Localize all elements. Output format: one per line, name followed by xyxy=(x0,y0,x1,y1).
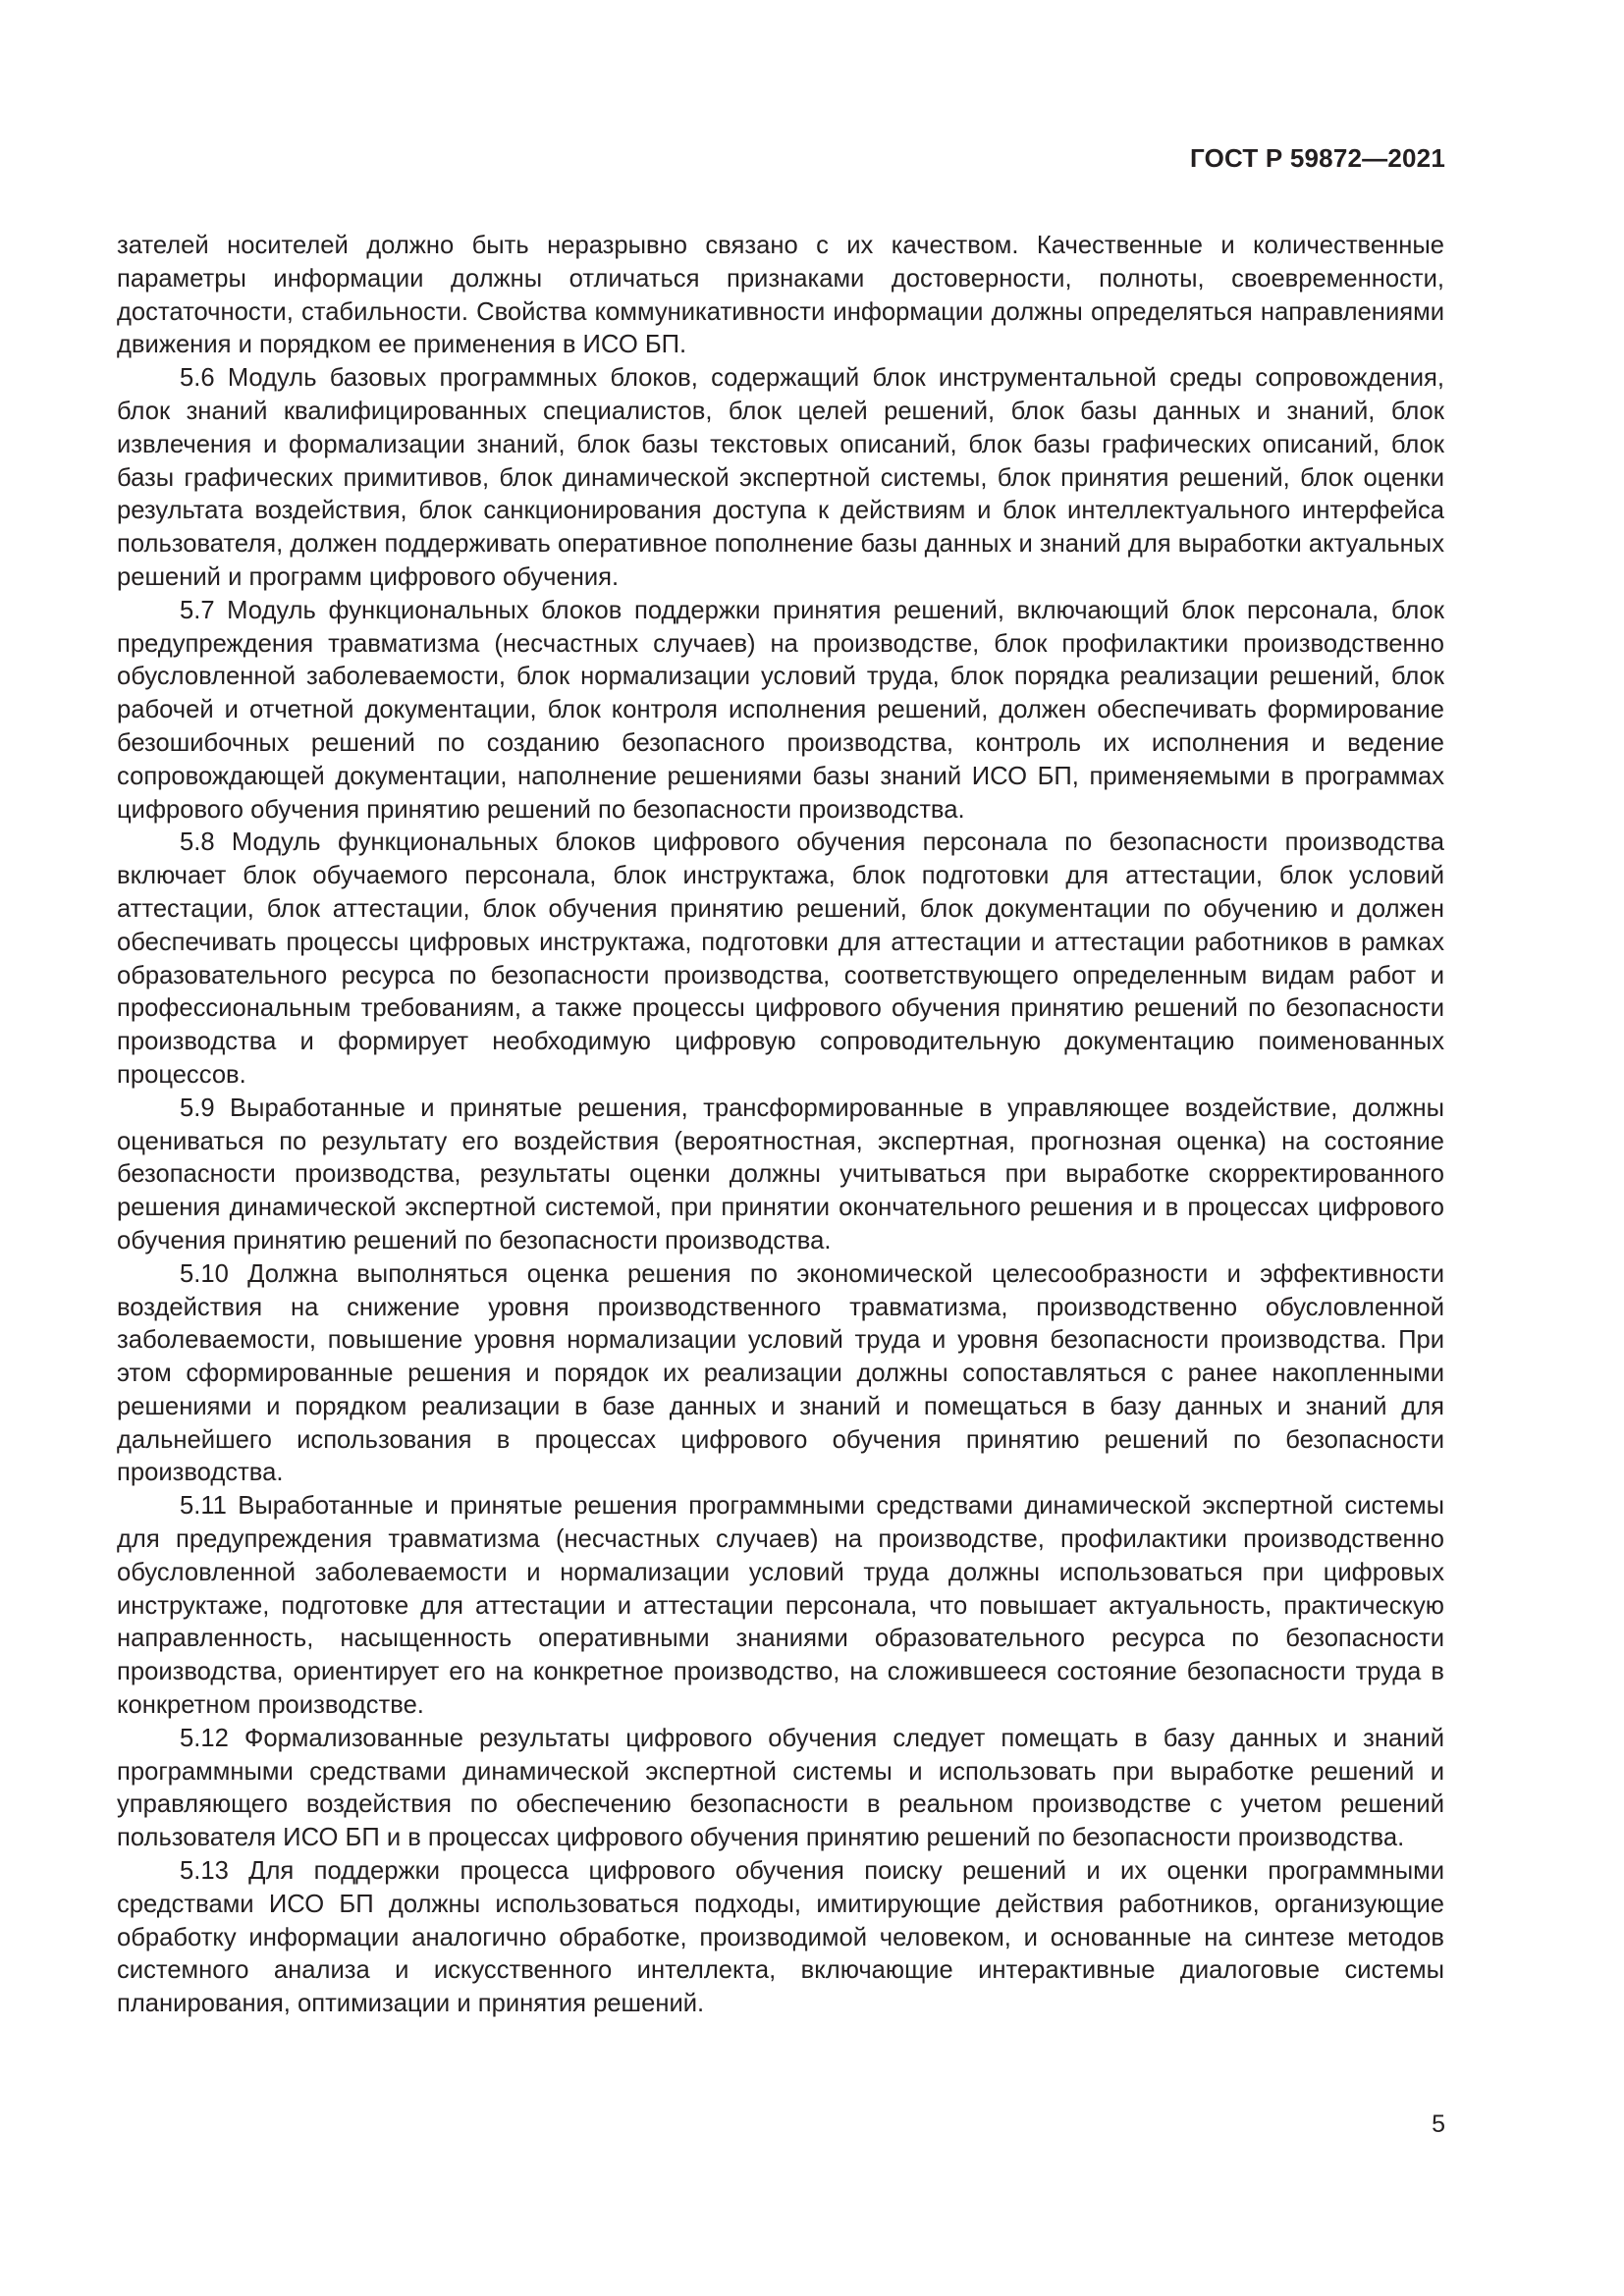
page-number: 5 xyxy=(1432,2110,1445,2138)
paragraph-5-9: 5.9 Выработанные и принятые решения, трансформированные в управляющее воздействие, должны оцениваться по результату его воздействия (вероятностная, экспертная, прогнозная оценка) на состояние безопасности производства, результаты оценки должны учитываться при выработке скорректированного решения динамической экспертной системой, при принятии окончательного решения и в процессах цифрового обучения принятию решений по безопасности производства. xyxy=(117,1094,1444,1255)
paragraph-5-12: 5.12 Формализованные результаты цифрового обучения следует помещать в базу данных и знаний программными средствами динамической экспертной системы и использовать при выработке решений и управляющего воздействия по обеспечению безопасности в реальном производстве с учетом решений пользователя ИСО БП и в процессах цифрового обучения принятию решений по безопасности производства. xyxy=(117,1724,1444,1852)
paragraph-5-11: 5.11 Выработанные и принятые решения программными средствами динамической экспертной системы для предупреждения травматизма (несчастных случаев) на производстве, профилактики производственно обусловленной заболеваемости и нормализации условий труда должны использоваться при цифровых инструктаже, подготовке для аттестации и аттестации персонала, что повышает актуальность, практическую направленность, насыщенность оперативными знаниями образовательного ресурса по безопасности производства, ориентирует его на конкретное производство, на сложившееся состояние безопасности труда в конкретном производстве. xyxy=(117,1492,1444,1720)
paragraph-5-13: 5.13 Для поддержки процесса цифрового обучения поиску решений и их оценки программными средствами ИСО БП должны использоваться подходы, имитирующие действия работников, организующие обработку информации аналогично обработке, производимой человеком, и основанные на синтезе методов системного анализа и искусственного интеллекта, включающие интерактивные диалоговые системы планирования, оптимизации и принятия решений. xyxy=(117,1857,1444,2018)
paragraph-5-6: 5.6 Модуль базовых программных блоков, содержащий блок инструментальной среды сопровождения, блок знаний квалифицированных специалистов, блок целей решений, блок базы данных и знаний, блок извлечения и формализации знаний, блок базы текстовых описаний, блок базы графических описаний, блок базы графических примитивов, блок динамической экспертной системы, блок принятия решений, блок оценки результата воздействия, блок санкционирования доступа к действиям и блок интеллектуального интерфейса пользователя, должен поддерживать оперативное пополнение базы данных и знаний для выработки актуальных решений и программ цифрового обучения. xyxy=(117,364,1444,591)
paragraph-5-10: 5.10 Должна выполняться оценка решения по экономической целесообразности и эффективности воздействия на снижение уровня производственного травматизма, производственно обусловленной заболеваемости, повышение уровня нормализации условий труда и уровня безопасности производства. При этом сформированные решения и порядок их реализации должны сопоставляться с ранее накопленными решениями и порядком реализации в базе данных и знаний и помещаться в базу данных и знаний для дальнейшего использования в процессах цифрового обучения принятию решений по безопасности производства. xyxy=(117,1259,1444,1487)
standard-id: ГОСТ Р 59872—2021 xyxy=(1190,143,1445,173)
paragraph-5-7: 5.7 Модуль функциональных блоков поддержки принятия решений, включающий блок персонала, блок предупреждения травматизма (несчастных случаев) на производстве, блок профилактики производственно обусловленной заболеваемости, блок нормализации условий труда, блок порядка реализации решений, блок рабочей и отчетной документации, блок контроля исполнения решений, должен обеспечивать формирование безошибочных решений по созданию безопасного производства, контроль их исполнения и ведение сопровождающей документации, наполнение решениями базы знаний ИСО БП, применяемыми в программах цифрового обучения принятию решений по безопасности производства. xyxy=(117,596,1444,824)
document-header xyxy=(1190,143,1445,174)
document-body xyxy=(117,230,1444,2021)
paragraph-5-8: 5.8 Модуль функциональных блоков цифрового обучения персонала по безопасности производства включает блок обучаемого персонала, блок инструктажа, блок подготовки для аттестации, блок условий аттестации, блок аттестации, блок обучения принятию решений, блок документации по обучению и должен обеспечивать процессы цифровых инструктажа, подготовки для аттестации и аттестации работников в рамках образовательного ресурса по безопасности производства, соответствующего определенным видам работ и профессиональным требованиям, а также процессы цифрового обучения принятию решений по безопасности производства и формирует необходимую цифровую сопроводительную документацию поименованных процессов. xyxy=(117,828,1444,1089)
paragraph-continuation: зателей носителей должно быть неразрывно связано с их качеством. Качественные и количественные параметры информации должны отличаться признаками достоверности, полноты, своевременности, достаточности, стабильности. Свойства коммуникативности информации должны определяться направлениями движения и порядком ее применения в ИСО БП. xyxy=(117,232,1444,359)
